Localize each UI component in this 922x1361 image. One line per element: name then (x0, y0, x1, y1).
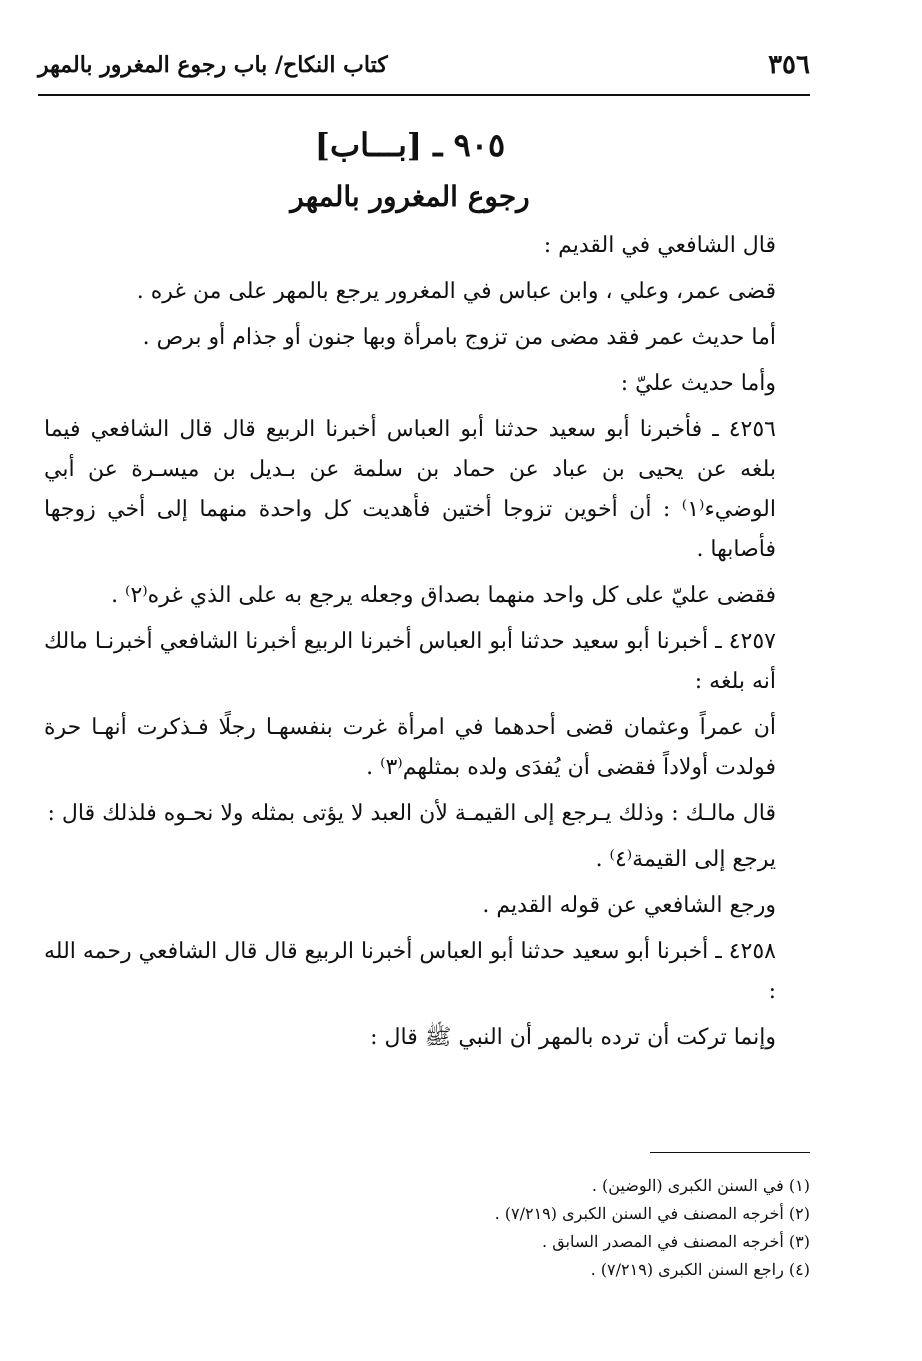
paragraph: ورجع الشافعي عن قوله القديم . (482, 893, 776, 918)
paragraph: فقضى عليّ على كل واحد منهما بصداق وجعله يرجع به على الذي غره⁽٢⁾ . (111, 583, 776, 608)
chapter-number: ٩٠٥ ـ [بـــاب] (314, 126, 506, 164)
footnote: (٤) راجع السنن الكبرى (٧/٢١٩) . (590, 1260, 810, 1279)
paragraph: وأما حديث عليّ : (620, 371, 776, 396)
page-number: ٣٥٦ (768, 50, 810, 80)
hadith-paragraph: ٤٢٥٨ ـ أخبرنا أبو سعيد حدثنا أبو العباس أخبرنا الربيع قال قال الشافعي رحمه الله : (44, 939, 776, 1004)
paragraph: وإنما تركت أن ترده بالمهر أن النبي ﷺ قال : (370, 1025, 776, 1050)
paragraph: أن عمراً وعثمان قضى أحدهما في امرأة غرت بنفسهـا رجلًا فـذكرت أنهـا حرة فولدت أولاداً فقضى أن يُفدَى ولده بمثلهم⁽٣⁾ . (44, 715, 776, 780)
page-header (38, 50, 810, 96)
chapter-title: رجوع المغرور بالمهر (290, 180, 530, 213)
body-text (44, 226, 810, 1064)
paragraph: قال الشافعي في القديم : (543, 233, 776, 258)
paragraph: قال مالـك : وذلك يـرجع إلى القيمـة لأن العبد لا يؤتى بمثله ولا نحـوه فلذلك قال : (47, 801, 776, 826)
hadith-paragraph: ٤٢٥٧ ـ أخبرنا أبو سعيد حدثنا أبو العباس أخبرنا الربيع أخبرنا الشافعي أخبرنـا مالك أنه بلغه : (44, 629, 776, 694)
hadith-paragraph: ٤٢٥٦ ـ فأخبرنا أبو سعيد حدثنا أبو العباس أخبرنا الربيع قال قال الشافعي فيما بلغه عن يحيى بن عباد عن حماد بن سلمة عن بـديل بن ميسـرة عن أبي الوضيء⁽١⁾ : أن أخوين تزوجا أختين فأهديت كل واحدة منهما إلى أخي زوجها فأصابها . (44, 417, 776, 562)
footnote-divider (650, 1152, 810, 1153)
paragraph: يرجع إلى القيمة⁽٤⁾ . (595, 847, 776, 872)
footnote: (١) في السنن الكبرى (الوضين) . (591, 1176, 810, 1195)
footnote: (٣) أخرجه المصنف في المصدر السابق . (542, 1232, 810, 1251)
footnote: (٢) أخرجه المصنف في السنن الكبرى (٧/٢١٩) . (494, 1204, 810, 1223)
running-title: كتاب النكاح/ باب رجوع المغرور بالمهر (38, 52, 388, 78)
paragraph: أما حديث عمر فقد مضى من تزوج بامرأة وبها جنون أو جذام أو برص . (142, 325, 776, 350)
paragraph: قضى عمر، وعلي ، وابن عباس في المغرور يرجع بالمهر على من غره . (136, 279, 776, 304)
footnotes (110, 1172, 810, 1284)
